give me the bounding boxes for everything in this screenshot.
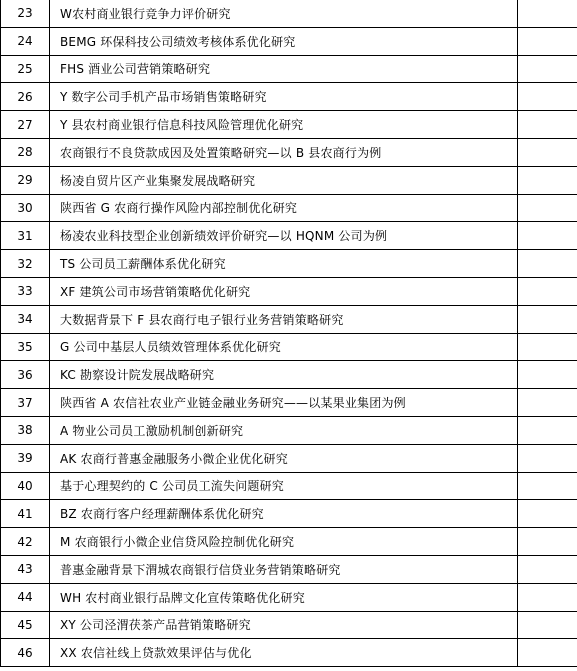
- thesis-title: XF 建筑公司市场营销策略优化研究: [50, 277, 518, 305]
- empty-cell: [518, 333, 577, 361]
- thesis-title: G 公司中基层人员绩效管理体系优化研究: [50, 333, 518, 361]
- row-number: 34: [1, 305, 50, 333]
- row-number: 39: [1, 444, 50, 472]
- table-row: [1, 194, 577, 222]
- table-body: [1, 0, 577, 667]
- row-number: 33: [1, 277, 50, 305]
- table-row: [1, 361, 577, 389]
- row-number: 43: [1, 555, 50, 583]
- row-number: 42: [1, 528, 50, 556]
- empty-cell: [518, 416, 577, 444]
- empty-cell: [518, 27, 577, 55]
- row-number: 35: [1, 333, 50, 361]
- thesis-title: Y 数字公司手机产品市场销售策略研究: [50, 83, 518, 111]
- row-number: 36: [1, 361, 50, 389]
- empty-cell: [518, 0, 577, 27]
- thesis-title: 杨凌自贸片区产业集聚发展战略研究: [50, 166, 518, 194]
- row-number: 27: [1, 111, 50, 139]
- row-number: 23: [1, 0, 50, 27]
- thesis-title: TS 公司员工薪酬体系优化研究: [50, 250, 518, 278]
- table-row: [1, 333, 577, 361]
- empty-cell: [518, 361, 577, 389]
- thesis-title: 普惠金融背景下渭城农商银行信贷业务营销策略研究: [50, 555, 518, 583]
- row-number: 32: [1, 250, 50, 278]
- thesis-title: 陕西省 G 农商行操作风险内部控制优化研究: [50, 194, 518, 222]
- empty-cell: [518, 389, 577, 417]
- empty-cell: [518, 83, 577, 111]
- empty-cell: [518, 194, 577, 222]
- table-row: [1, 166, 577, 194]
- table-row: [1, 222, 577, 250]
- row-number: 24: [1, 27, 50, 55]
- thesis-title: XX 农信社线上贷款效果评估与优化: [50, 639, 518, 667]
- empty-cell: [518, 639, 577, 667]
- thesis-title: BZ 农商行客户经理薪酬体系优化研究: [50, 500, 518, 528]
- table-row: [1, 277, 577, 305]
- thesis-title: W农村商业银行竞争力评价研究: [50, 0, 518, 27]
- empty-cell: [518, 472, 577, 500]
- row-number: 29: [1, 166, 50, 194]
- table-row: [1, 444, 577, 472]
- thesis-title: A 物业公司员工激励机制创新研究: [50, 416, 518, 444]
- empty-cell: [518, 138, 577, 166]
- row-number: 37: [1, 389, 50, 417]
- empty-cell: [518, 583, 577, 611]
- thesis-title: XY 公司泾渭茯茶产品营销策略研究: [50, 611, 518, 639]
- row-number: 44: [1, 583, 50, 611]
- empty-cell: [518, 305, 577, 333]
- table-row: [1, 583, 577, 611]
- table-row: [1, 500, 577, 528]
- thesis-title: 陕西省 A 农信社农业产业链金融业务研究——以某果业集团为例: [50, 389, 518, 417]
- empty-cell: [518, 55, 577, 83]
- table-row: [1, 0, 577, 27]
- row-number: 45: [1, 611, 50, 639]
- row-number: 40: [1, 472, 50, 500]
- empty-cell: [518, 555, 577, 583]
- empty-cell: [518, 111, 577, 139]
- empty-cell: [518, 222, 577, 250]
- thesis-title: FHS 酒业公司营销策略研究: [50, 55, 518, 83]
- empty-cell: [518, 250, 577, 278]
- table-row: [1, 472, 577, 500]
- thesis-title: AK 农商行普惠金融服务小微企业优化研究: [50, 444, 518, 472]
- row-number: 41: [1, 500, 50, 528]
- row-number: 38: [1, 416, 50, 444]
- thesis-title: WH 农村商业银行品牌文化宣传策略优化研究: [50, 583, 518, 611]
- table-row: [1, 639, 577, 667]
- empty-cell: [518, 611, 577, 639]
- row-number: 25: [1, 55, 50, 83]
- table-row: [1, 250, 577, 278]
- empty-cell: [518, 277, 577, 305]
- table-row: [1, 416, 577, 444]
- table-row: [1, 389, 577, 417]
- row-number: 46: [1, 639, 50, 667]
- empty-cell: [518, 444, 577, 472]
- row-number: 30: [1, 194, 50, 222]
- thesis-title: 基于心理契约的 C 公司员工流失问题研究: [50, 472, 518, 500]
- table-row: [1, 611, 577, 639]
- empty-cell: [518, 528, 577, 556]
- empty-cell: [518, 166, 577, 194]
- row-number: 26: [1, 83, 50, 111]
- thesis-title: KC 勘察设计院发展战略研究: [50, 361, 518, 389]
- thesis-title: 杨凌农业科技型企业创新绩效评价研究—以 HQNM 公司为例: [50, 222, 518, 250]
- empty-cell: [518, 500, 577, 528]
- table-row: [1, 83, 577, 111]
- thesis-title: BEMG 环保科技公司绩效考核体系优化研究: [50, 27, 518, 55]
- table-row: [1, 305, 577, 333]
- thesis-title: 大数据背景下 F 县农商行电子银行业务营销策略研究: [50, 305, 518, 333]
- table-row: [1, 555, 577, 583]
- thesis-title: 农商银行不良贷款成因及处置策略研究—以 B 县农商行为例: [50, 138, 518, 166]
- table-row: [1, 528, 577, 556]
- table-row: [1, 27, 577, 55]
- thesis-title: M 农商银行小微企业信贷风险控制优化研究: [50, 528, 518, 556]
- table-row: [1, 138, 577, 166]
- thesis-title: Y 县农村商业银行信息科技风险管理优化研究: [50, 111, 518, 139]
- table-row: [1, 111, 577, 139]
- row-number: 31: [1, 222, 50, 250]
- row-number: 28: [1, 138, 50, 166]
- table-row: [1, 55, 577, 83]
